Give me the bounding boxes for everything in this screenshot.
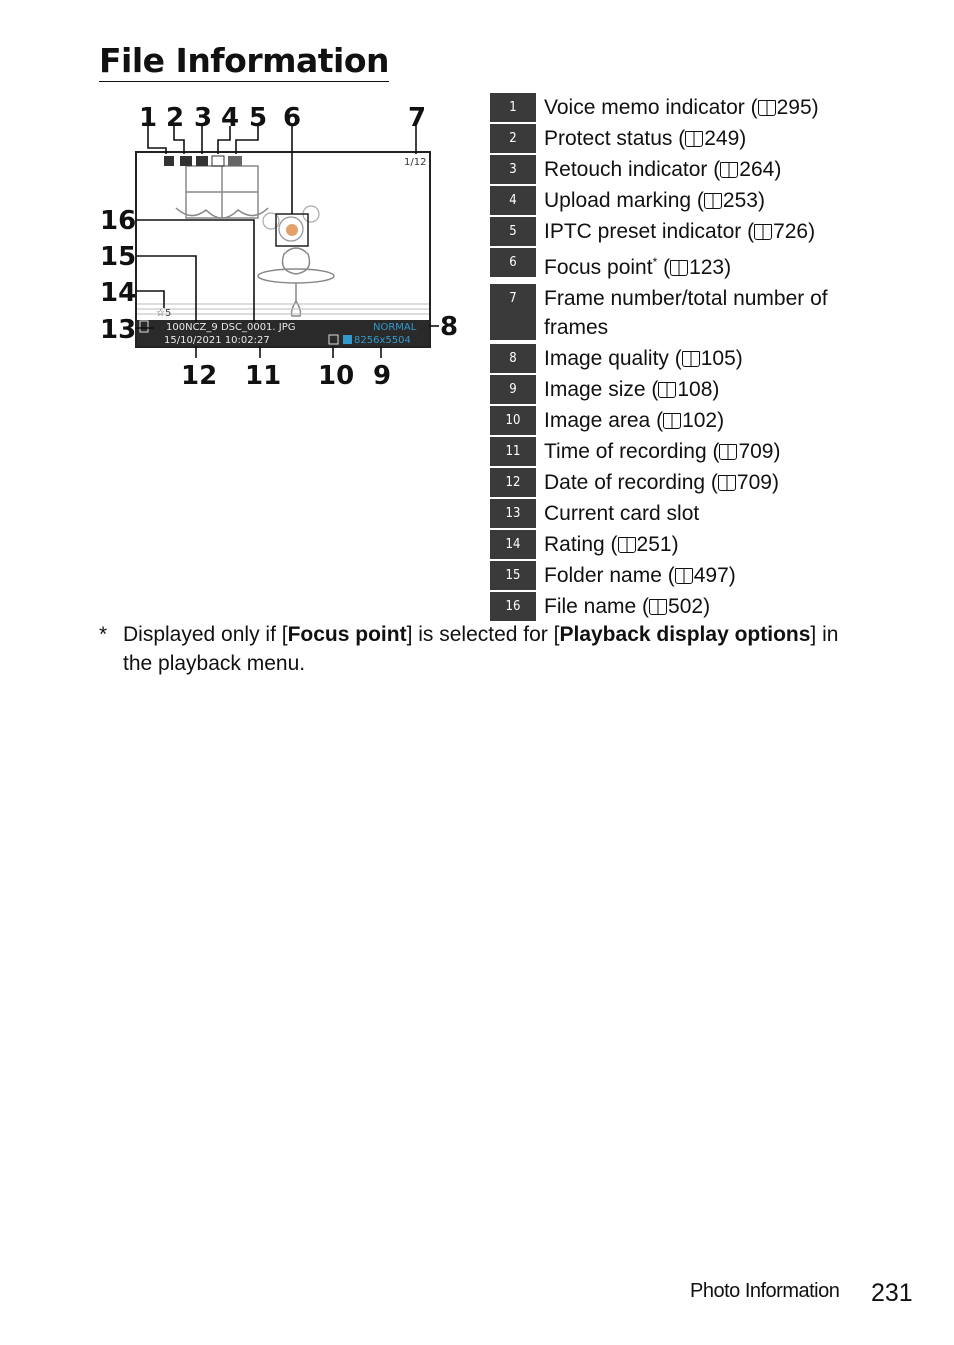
page-reference[interactable]: 264 xyxy=(739,158,775,181)
book-icon xyxy=(685,131,703,147)
legend-text: Upload marking ( 253) xyxy=(544,189,765,212)
voice-memo-icon xyxy=(164,156,174,166)
playback-screen-diagram xyxy=(96,96,466,396)
legend-row xyxy=(490,592,870,621)
legend-row xyxy=(490,375,870,404)
page-number: 231 xyxy=(871,1279,913,1307)
image-size-text: 8256x5504 xyxy=(354,335,411,346)
retouch-icon xyxy=(196,156,208,166)
legend-number: 12 xyxy=(490,468,536,497)
focus-point-term: Focus point xyxy=(287,623,407,646)
legend-number: 4 xyxy=(490,186,536,215)
legend-text: IPTC preset indicator ( 726) xyxy=(544,220,816,243)
callout-13: 13 xyxy=(100,315,137,345)
callout-15: 15 xyxy=(100,242,137,272)
diagram-svg xyxy=(96,96,466,396)
legend-row xyxy=(490,437,870,466)
legend-number: 3 xyxy=(490,155,536,184)
protect-icon xyxy=(180,156,192,166)
callout-11: 11 xyxy=(245,361,282,391)
book-icon xyxy=(682,351,700,367)
page-reference[interactable]: 709 xyxy=(738,440,774,463)
legend-text: File name ( 502) xyxy=(544,595,711,618)
page-reference[interactable]: 123 xyxy=(689,256,725,279)
page-reference[interactable]: 249 xyxy=(704,127,740,150)
page-reference[interactable]: 253 xyxy=(722,189,758,212)
legend-text: Time of recording ( 709) xyxy=(544,440,781,463)
book-icon xyxy=(675,568,693,584)
quality-text: NORMAL xyxy=(373,322,417,333)
legend-text: Image area ( 102) xyxy=(544,409,725,432)
page-reference[interactable]: 295 xyxy=(776,96,812,119)
screen-frame xyxy=(136,152,430,347)
callout-2: 2 xyxy=(166,103,185,133)
page-reference[interactable]: 251 xyxy=(636,533,672,556)
legend-row xyxy=(490,284,870,342)
callout-16: 16 xyxy=(100,206,137,236)
legend-row xyxy=(490,155,870,184)
rating-text: ☆5 xyxy=(156,308,172,319)
callout-12: 12 xyxy=(181,361,218,391)
legend-number: 15 xyxy=(490,561,536,590)
page-reference[interactable]: 502 xyxy=(668,595,704,618)
page-reference[interactable]: 709 xyxy=(736,471,772,494)
book-icon xyxy=(649,599,667,615)
book-icon xyxy=(718,475,736,491)
legend-row xyxy=(490,124,870,153)
callout-7: 7 xyxy=(408,103,427,133)
book-icon xyxy=(719,444,737,460)
legend-number: 5 xyxy=(490,217,536,246)
playback-display-options-term: Playback display options xyxy=(559,623,811,646)
book-icon xyxy=(663,413,681,429)
page-reference[interactable]: 108 xyxy=(677,378,713,401)
legend-number: 1 xyxy=(490,93,536,122)
legend-text: Folder name ( 497) xyxy=(544,564,736,587)
legend-number: 14 xyxy=(490,530,536,559)
legend-number: 11 xyxy=(490,437,536,466)
page-title: File Information xyxy=(99,41,390,80)
book-icon xyxy=(720,162,738,178)
legend-row xyxy=(490,468,870,497)
book-icon xyxy=(618,537,636,553)
legend-text: Retouch indicator ( 264) xyxy=(544,158,782,181)
footnote-text: Displayed only if [Focus point] is selected for [Playback display options] in the playback menu. xyxy=(123,623,839,675)
callout-9: 9 xyxy=(373,361,392,391)
callout-8: 8 xyxy=(440,312,459,342)
page-reference[interactable]: 497 xyxy=(693,564,729,587)
legend-row xyxy=(490,499,870,528)
legend-table xyxy=(490,93,870,623)
legend-number: 7 xyxy=(490,284,536,340)
legend-text: Protect status ( 249) xyxy=(544,127,747,150)
legend-number: 13 xyxy=(490,499,536,528)
footnote-asterisk: * xyxy=(99,623,108,646)
page-reference[interactable]: 726 xyxy=(773,220,809,243)
folder-file-text: 100NCZ_9 DSC_0001. JPG xyxy=(166,322,296,333)
legend-row xyxy=(490,93,870,122)
legend-row xyxy=(490,406,870,435)
legend-row xyxy=(490,530,870,559)
legend-number: 16 xyxy=(490,592,536,621)
legend-text: Image quality ( 105) xyxy=(544,347,743,370)
legend-text: Frame number/total number of frames xyxy=(544,287,828,339)
size-icon xyxy=(343,335,352,344)
page-reference[interactable]: 105 xyxy=(700,347,736,370)
callout-14: 14 xyxy=(100,278,137,308)
legend-row xyxy=(490,248,870,282)
legend-text: Rating ( 251) xyxy=(544,533,679,556)
legend-number: 8 xyxy=(490,344,536,373)
iptc-icon xyxy=(228,156,242,166)
legend-row xyxy=(490,344,870,373)
legend-text: Focus point* ( 123) xyxy=(544,255,732,279)
legend-text: Voice memo indicator ( 295) xyxy=(544,96,819,119)
book-icon xyxy=(754,224,772,240)
legend-number: 9 xyxy=(490,375,536,404)
footer-section-label: Photo Information xyxy=(690,1280,840,1302)
footnote xyxy=(99,620,869,678)
page-reference[interactable]: 102 xyxy=(682,409,718,432)
frame-counter-text: 1/12 xyxy=(404,157,427,168)
callout-4: 4 xyxy=(221,103,240,133)
legend-text: Date of recording ( 709) xyxy=(544,471,779,494)
legend-number: 6 xyxy=(490,248,536,277)
legend-row xyxy=(490,217,870,246)
legend-number: 10 xyxy=(490,406,536,435)
callout-1: 1 xyxy=(139,103,158,133)
legend-text: Current card slot xyxy=(544,502,700,525)
book-icon xyxy=(658,382,676,398)
callout-3: 3 xyxy=(194,103,213,133)
date-time-text: 15/10/2021 10:02:27 xyxy=(164,335,270,346)
legend-number: 2 xyxy=(490,124,536,153)
book-icon xyxy=(670,260,688,276)
callout-10: 10 xyxy=(318,361,355,391)
legend-text: Image size ( 108) xyxy=(544,378,720,401)
book-icon xyxy=(704,193,722,209)
legend-row xyxy=(490,561,870,590)
book-icon xyxy=(758,100,776,116)
legend-row xyxy=(490,186,870,215)
callout-5: 5 xyxy=(249,103,268,133)
callout-6: 6 xyxy=(283,103,302,133)
